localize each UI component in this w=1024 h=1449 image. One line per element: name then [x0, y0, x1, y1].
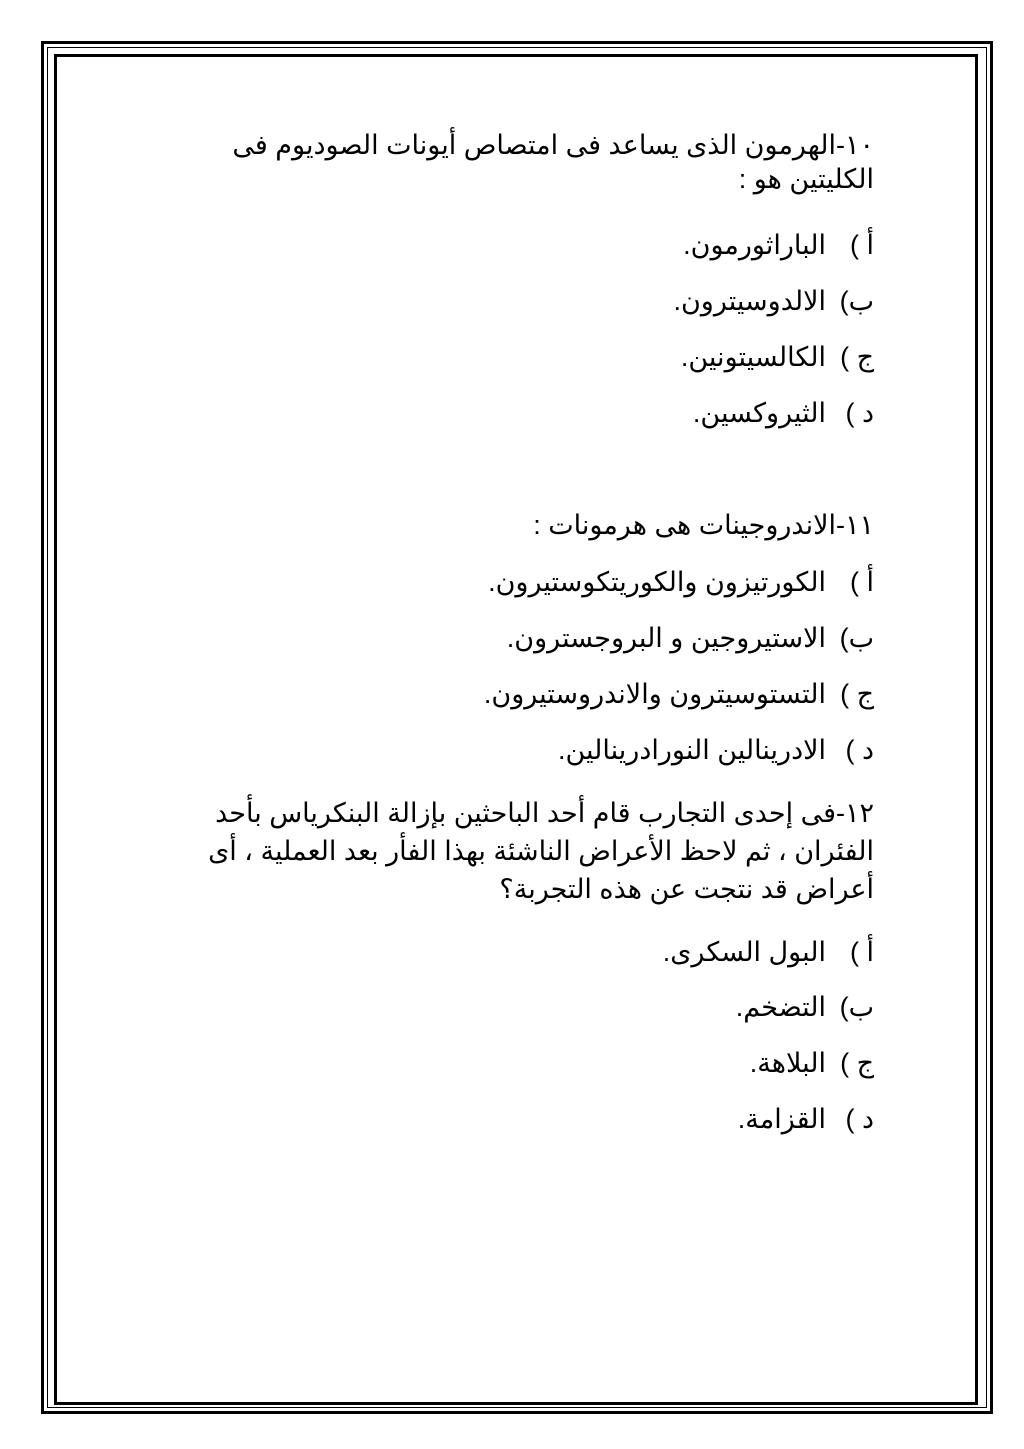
option-letter: ب): [839, 286, 874, 316]
option-letter: ب): [839, 623, 874, 653]
option-text: البول السكرى.: [662, 937, 826, 967]
question-12-line-2: الفئران ، ثم لاحظ الأعراض الناشئة بهذا الفأر بعد العملية ، أى: [208, 836, 874, 866]
option-letter: ج ): [840, 679, 874, 709]
option-letter: د ): [845, 735, 874, 765]
option-letter: ب): [839, 992, 874, 1022]
option-letter: أ ): [850, 937, 874, 967]
option-text: الكورتيزون والكوريتكوستيرون.: [488, 567, 826, 597]
option-letter: أ ): [850, 567, 874, 597]
question-10-option-b: [673, 284, 874, 318]
question-10-line-1: ١٠-الهرمون الذى يساعد فى امتصاص أيونات الصوديوم فى: [232, 130, 874, 160]
option-text: القزامة.: [737, 1104, 826, 1134]
option-text: الكالسيتونين.: [680, 342, 826, 372]
question-10-option-a: [683, 228, 874, 262]
question-12-option-a: [663, 935, 874, 969]
question-12-option-c: [750, 1046, 874, 1080]
option-letter: ج ): [840, 342, 874, 372]
option-letter: ج ): [840, 1048, 874, 1078]
option-letter: أ ): [850, 230, 874, 260]
question-11-option-b: [507, 621, 874, 655]
option-text: الاستيروجين و البروجسترون.: [506, 623, 826, 653]
option-text: التستوسيترون والاندروستيرون.: [483, 679, 826, 709]
question-11-option-c: [484, 677, 874, 711]
question-11-option-a: [488, 565, 874, 599]
question-12-option-d: [738, 1102, 874, 1136]
question-12-option-b: [736, 990, 874, 1024]
question-12-line-3: أعراض قد نتجت عن هذه التجربة؟: [499, 874, 874, 904]
question-11-option-d: [558, 733, 874, 767]
option-text: البلاهة.: [749, 1048, 826, 1078]
question-10-option-d: [693, 396, 874, 430]
option-text: الالدوسيترون.: [673, 286, 826, 316]
question-12-line-1: ١٢-فى إحدى التجارب قام أحد الباحثين بإزالة البنكرياس بأحد: [215, 798, 874, 828]
question-10-line-2: الكليتين هو :: [738, 164, 874, 194]
option-text: الباراثورمون.: [683, 230, 826, 260]
option-letter: د ): [845, 398, 874, 428]
option-letter: د ): [845, 1104, 874, 1134]
option-text: التضخم.: [735, 992, 826, 1022]
question-11-line-1: ١١-الاندروجينات هى هرمونات :: [533, 510, 874, 540]
question-10-option-c: [681, 340, 874, 374]
option-text: الثيروكسين.: [692, 398, 826, 428]
option-text: الادرينالين النورادرينالين.: [557, 735, 826, 765]
